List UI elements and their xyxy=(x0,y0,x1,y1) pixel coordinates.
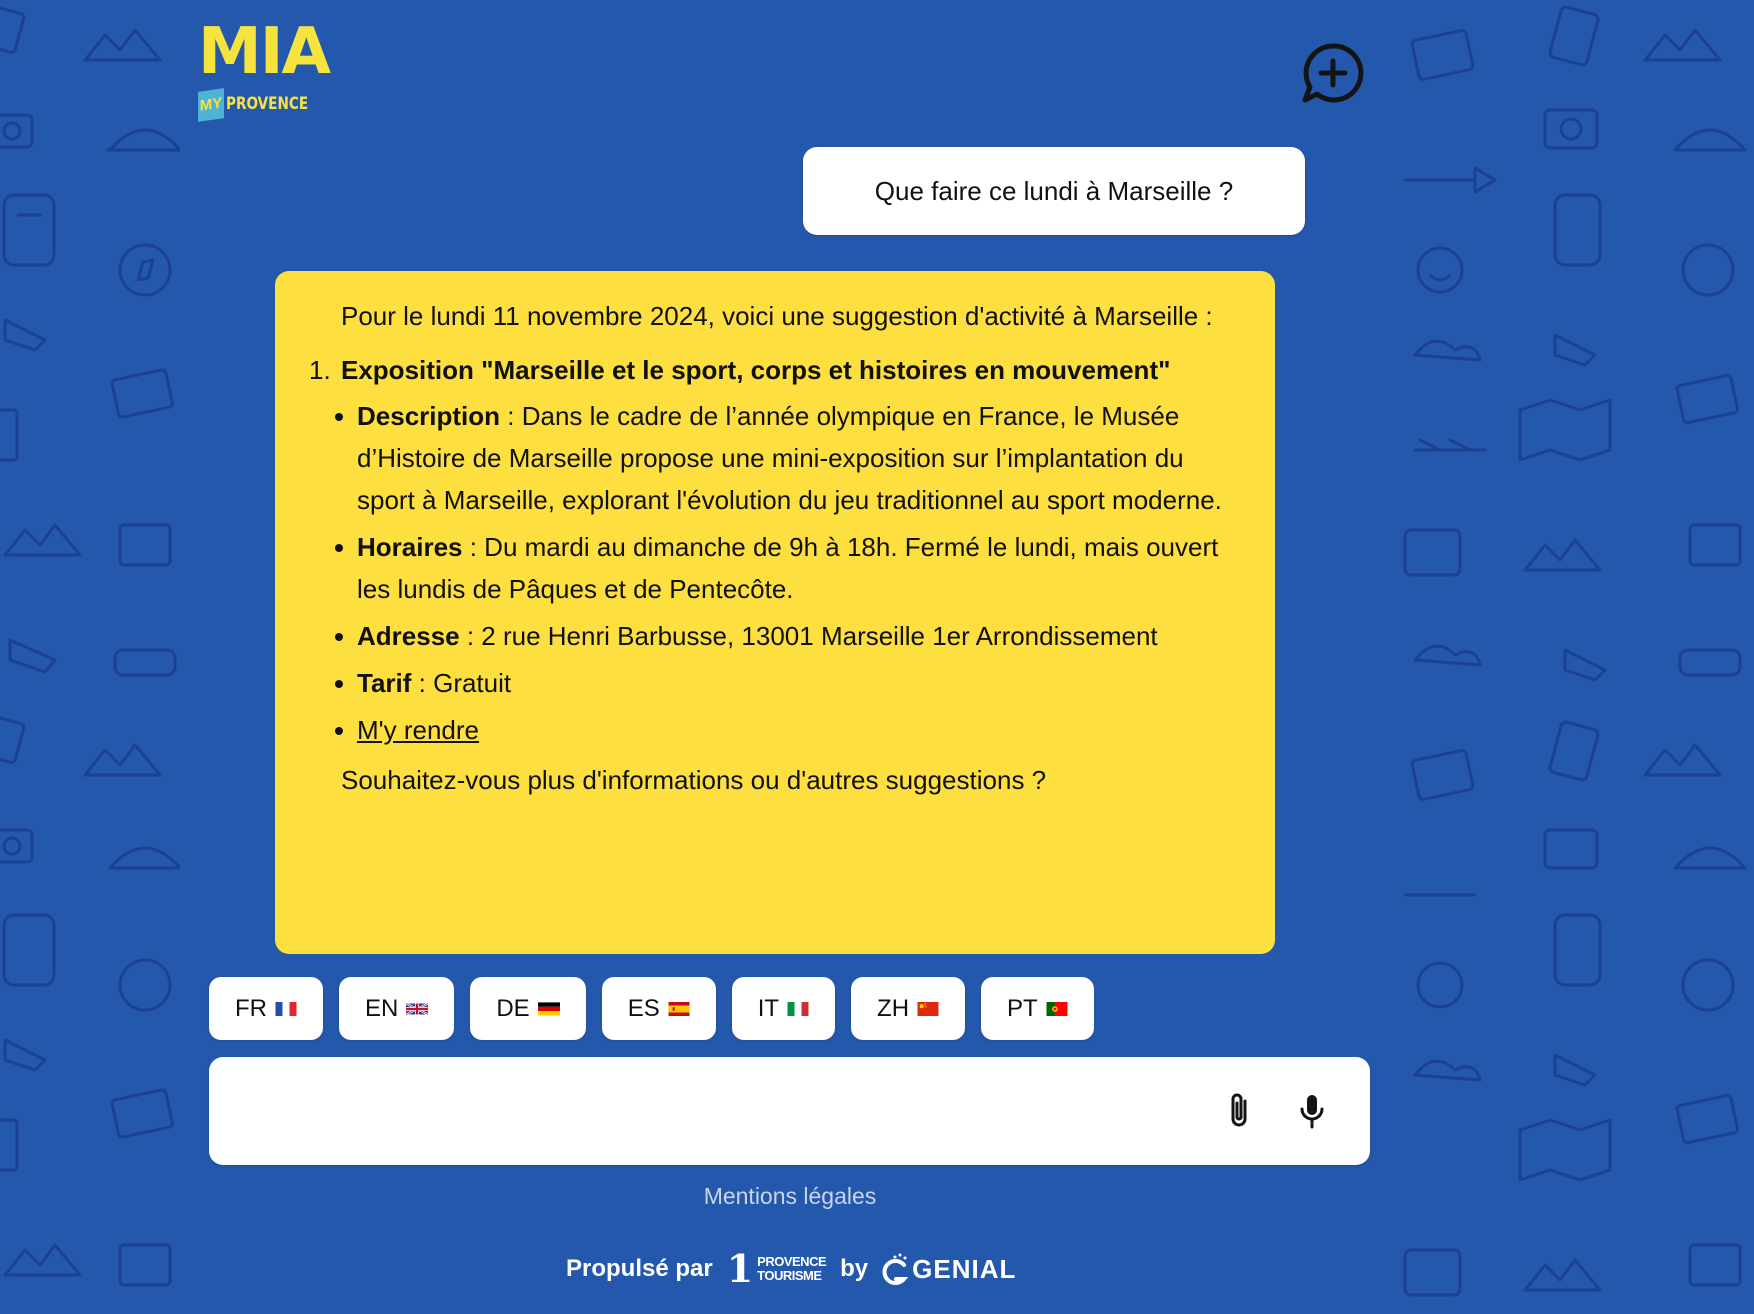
attach-button[interactable] xyxy=(1221,1091,1261,1131)
language-selector xyxy=(209,977,1094,1040)
italy-flag-icon xyxy=(787,1002,809,1016)
china-flag-icon xyxy=(917,1002,939,1016)
logo-my-badge: MY xyxy=(198,88,224,122)
user-message-bubble: Que faire ce lundi à Marseille ? xyxy=(803,147,1305,235)
message-input-container xyxy=(209,1057,1370,1165)
legal-notice xyxy=(0,1183,1580,1210)
chat-plus-icon xyxy=(1300,40,1366,106)
genial-wordmark: GENIAL xyxy=(912,1253,1017,1284)
message-input[interactable] xyxy=(233,1087,1193,1135)
language-button-zh[interactable] xyxy=(851,977,965,1040)
background-pattern-left xyxy=(0,0,180,1314)
language-code: EN xyxy=(365,994,399,1022)
mia-my-provence-logo[interactable] xyxy=(198,15,330,126)
detail-label: Description xyxy=(357,401,501,431)
travel-icons-pattern-right xyxy=(1390,0,1754,1314)
language-button-es[interactable] xyxy=(602,977,716,1040)
assistant-intro-text: Pour le lundi 11 novembre 2024, voici une suggestion d'activité à Marseille : xyxy=(341,301,1213,331)
language-code: FR xyxy=(235,994,267,1022)
detail-text: : Du mardi au dimanche de 9h à 18h. Fermé le lundi, mais ouvert les lundis de Pâques et de Pentecôte. xyxy=(357,532,1219,604)
suggestion-list xyxy=(309,349,1235,391)
suggestion-details xyxy=(341,395,1235,751)
detail-directions xyxy=(357,709,1235,751)
partner-line-2: TOURISME xyxy=(757,1268,822,1283)
detail-text: : 2 rue Henri Barbusse, 13001 Marseille 1er Arrondissement xyxy=(459,621,1158,651)
language-code: IT xyxy=(757,994,780,1022)
suggestion-number: 1. xyxy=(309,355,331,385)
powered-by-text: Propulsé par xyxy=(566,1255,713,1282)
background-pattern-right xyxy=(1390,0,1754,1314)
microphone-button[interactable] xyxy=(1292,1091,1332,1131)
directions-link[interactable]: M'y rendre xyxy=(357,715,480,745)
new-chat-button[interactable] xyxy=(1300,40,1366,106)
detail-description xyxy=(357,395,1235,521)
uk-flag-icon xyxy=(406,1002,428,1016)
language-button-en[interactable] xyxy=(339,977,454,1040)
genial-logo[interactable] xyxy=(882,1251,1016,1287)
microphone-icon xyxy=(1292,1091,1332,1131)
detail-address xyxy=(357,615,1235,657)
language-button-pt[interactable] xyxy=(981,977,1094,1040)
provence-tourisme-logo[interactable] xyxy=(726,1246,827,1291)
powered-by-footer xyxy=(566,1244,1016,1294)
germany-flag-icon xyxy=(538,1002,560,1016)
language-code: ES xyxy=(627,994,660,1022)
logo-provence-text: PROVENCE xyxy=(226,94,309,114)
language-code: ZH xyxy=(877,994,910,1022)
legal-notice-link[interactable]: Mentions légales xyxy=(703,1183,877,1209)
france-flag-icon xyxy=(275,1002,297,1016)
genial-mark-icon xyxy=(882,1251,910,1287)
spain-flag-icon xyxy=(668,1002,690,1016)
provence-tourisme-mark: 1 xyxy=(726,1246,754,1291)
travel-icons-pattern-left xyxy=(0,0,180,1314)
provence-tourisme-wordmark xyxy=(757,1255,826,1283)
language-code: PT xyxy=(1007,994,1038,1022)
language-button-de[interactable] xyxy=(470,977,585,1040)
by-text: by xyxy=(840,1255,869,1282)
suggestion-title: Exposition "Marseille et le sport, corps et histoires en mouvement" xyxy=(341,355,1171,385)
detail-label: Horaires xyxy=(357,532,463,562)
suggestion-item xyxy=(309,349,1235,391)
logo-wordmark: MIA xyxy=(198,15,330,89)
portugal-flag-icon xyxy=(1046,1002,1068,1016)
language-button-fr[interactable] xyxy=(209,977,323,1040)
detail-text: : Dans le cadre de l’année olympique en France, le Musée d’Histoire de Marseille propose une mini-exposition sur l’implantation du sport à Marseille, explorant l'évolution du jeu traditionnel au sport moderne. xyxy=(357,401,1222,515)
language-code: DE xyxy=(496,994,530,1022)
partner-line-1: PROVENCE xyxy=(757,1254,827,1269)
detail-label: Adresse xyxy=(357,621,460,651)
detail-text: : Gratuit xyxy=(411,668,512,698)
assistant-outro-text: Souhaitez-vous plus d'informations ou d'autres suggestions ? xyxy=(341,765,1047,795)
assistant-message-bubble xyxy=(275,271,1275,954)
paperclip-icon xyxy=(1221,1091,1261,1131)
detail-label: Tarif xyxy=(357,668,412,698)
detail-hours xyxy=(357,526,1235,610)
language-button-it[interactable] xyxy=(732,977,835,1040)
detail-price xyxy=(357,662,1235,704)
